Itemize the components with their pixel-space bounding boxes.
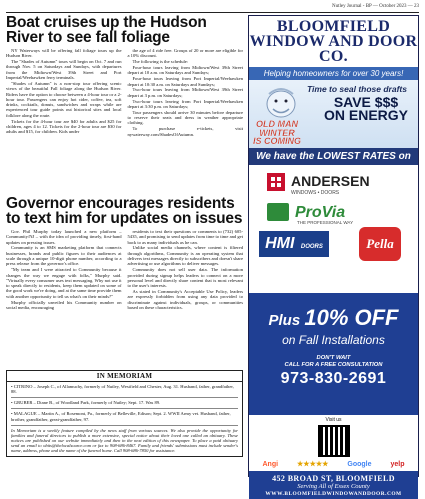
paragraph: Four-hour tours leaving from Port Imperial/Weehawken depart at 10:30 a.m. on Saturdays and Sundays; xyxy=(127,76,243,87)
paragraph: Two-hour tours leaving from Midtown/West 39th Street depart at 3 p.m. on Saturdays; xyxy=(127,87,243,98)
service-area: Serving All of Essex County xyxy=(297,483,370,490)
brand-line-2: WINDOW AND DOOR CO. xyxy=(249,33,418,65)
ad-brand xyxy=(249,16,418,64)
hmi-doors-logo xyxy=(259,231,329,257)
memoriam-list xyxy=(7,382,242,426)
paragraph: To purchase e-tickets, visit nywaterway.com/ShadesOfAutumn. xyxy=(127,126,243,137)
seal-drafts-text: Time to seal those drafts xyxy=(307,84,407,94)
story2-column-1 xyxy=(6,229,122,389)
call-to-action xyxy=(249,355,418,368)
review-logos xyxy=(249,457,418,471)
headline-governor: Governor encourages residents to text him for updates on issues xyxy=(6,195,243,227)
divider xyxy=(11,408,238,409)
header-rule xyxy=(6,12,419,13)
paragraph: Tickets for the 4-hour tour are $40 for adults and $25 for children, ages 4 to 12. Tickets for the 2-hour tour are $30 for adults and $15, for children. Kids under xyxy=(6,118,122,135)
paragraph: Four-hour tours leaving from Midtown/West 39th Street depart at 10 a.m. on Saturdays and Sundays; xyxy=(127,65,243,76)
divider xyxy=(11,397,238,398)
memoriam-title: IN MEMORIAM xyxy=(7,371,242,382)
paragraph: residents to text their questions or comments to (732) 605-5435, and promising to send updates from time to time and get back to as many individuals as he can. xyxy=(127,229,243,245)
street-address: 452 BROAD ST, BLOOMFIELD xyxy=(272,474,395,483)
call-line-1: DON'T WAIT xyxy=(316,355,351,361)
paragraph: The following is the schedule: xyxy=(132,59,189,65)
yelp-logo: yelp xyxy=(390,460,405,468)
memoriam-entry: • MALAGUE – Martin A., of Rosemont, Pa., formerly of Belleville, Edison; Sept. 2. WWII Army vet. Husband, father, brother, grandfather, great-grandfather, 97. xyxy=(11,411,231,422)
paragraph: Two-hour tours leaving from Port Imperial/Weehawken depart at 3:30 p.m. on Saturdays; xyxy=(127,98,243,109)
call-line-2: CALL FOR A FREE CONSULTATION xyxy=(284,361,383,368)
offer-amount: 10% OFF xyxy=(304,305,399,330)
provia-sub: THE PROFESSIONAL WAY xyxy=(297,220,354,225)
provia-logo xyxy=(267,201,397,225)
story1-column-2 xyxy=(128,48,244,138)
paragraph: The "Shades of Autumn" tours will begin on Oct. 7 and run through Nov. 5 on Saturdays and Sundays, with departures from the Midtown/West 39th Street and Port Imperial/Weehawken ferry terminals. xyxy=(6,59,122,81)
phone-number[interactable]: 973-830-2691 xyxy=(280,370,387,387)
brand-logos xyxy=(249,165,418,293)
story-governor-text xyxy=(6,196,243,389)
paragraph: the age of 4 ride free. Groups of 20 or more are eligible for a 10% discount. xyxy=(127,48,243,59)
lowest-rates-banner: We have the LOWEST RATES on xyxy=(249,148,418,165)
save-line-2: ON ENERGY xyxy=(323,107,408,123)
offer-section xyxy=(249,293,418,415)
paragraph: Community does not sell user data. The information provided during signup helps leaders to connect on a more personal level and directly share content that is most relevant to the user's interests. xyxy=(127,267,243,289)
save-energy-text xyxy=(324,96,408,122)
paragraph: Community is an SMS marketing platform that connects businesses, brands and public figures to their audiences at scale through a unique 10-digit phone number, according to a press release from the governor's office. xyxy=(6,245,122,267)
story2-column-2 xyxy=(128,229,244,389)
save-line-1: SAVE $$$ xyxy=(333,94,399,110)
qr-code-icon[interactable] xyxy=(318,425,350,457)
paragraph: "My team and I were attracted to Community because it changes the way we engage with folks," Murphy said. "Virtually every consumer uses text messaging. Why not use it to speak directly to residents, keep them updated on some of the good work we're doing, and at the same time provide them with another opportunity to tell us what's on their minds?" xyxy=(6,267,122,299)
star-rating-icon: ★★★★★ xyxy=(297,461,329,468)
brand-line-1: BLOOMFIELD xyxy=(276,18,391,35)
old-man-winter-icon xyxy=(259,82,303,122)
offer-headline xyxy=(249,305,418,331)
angi-logo: Angi xyxy=(262,460,279,468)
memoriam-entry: • GRUBER – Diane B., of Woodland Park, formerly of Nutley; Sept. 17. Was 89. xyxy=(11,400,161,406)
provia-wordmark: ProVia xyxy=(295,204,346,221)
google-logo: Google xyxy=(347,460,372,468)
offer-prefix: Plus xyxy=(268,312,301,329)
paragraph: Unlike social media channels, where content is filtered through algorithms, Community is an operating system that delivers text messages directly to subscribers and doesn't share advertising or use algorithms to deliver messages. xyxy=(127,245,243,267)
story-boat-cruises xyxy=(6,15,243,208)
andersen-wordmark: ANDERSEN xyxy=(291,173,370,189)
andersen-logo xyxy=(267,171,387,196)
paragraph: Murphy officially unveiled his Community number on social media, encouraging xyxy=(6,299,122,310)
ad-tagline: Helping homeowners for over 30 years! xyxy=(249,67,418,80)
address-block xyxy=(249,471,418,499)
hmi-sub: DOORS xyxy=(300,244,323,250)
headline-boat-cruises: Boat cruises up the Hudson River to see fall foliage xyxy=(6,14,207,46)
divider xyxy=(11,425,238,426)
memoriam-note: In Memoriam is a weekly feature compiled by the news staff from various sources. We also provide the opportunity for families and funeral directors to publish a more extensive, special notice about their loved one called an obituary. These notices are published on our website immediately and then in the next edition of this newspaper. To place a paid obituary send an email to obits@thelocalsource.com or fax to 908-686-8467. Family and friends' submissions must include sender's name, address, phone and the name of the funeral home. Call 908-686-7850 for assistance. xyxy=(11,427,238,454)
in-memoriam-box xyxy=(6,370,243,457)
offer-sub: on Fall Installations xyxy=(282,333,385,347)
story1-column-1 xyxy=(6,48,122,138)
andersen-sub: WINDOWS • DOORS xyxy=(291,190,340,196)
winter-line: OLD MAN xyxy=(256,119,298,129)
paragraph: NY Waterways will be offering fall foliage tours up the Hudson River. xyxy=(6,48,122,59)
visit-us-label: Visit us xyxy=(325,417,342,423)
paragraph: As stated in Community's Acceptable Use Policy, leaders are expressly forbidden from using any data provided to discriminate against individuals, groups, or communities based on these characteristics. xyxy=(127,289,243,310)
bloomfield-window-door-ad xyxy=(248,15,419,497)
memoriam-entry: • CITRINO – Joseph C., of Allamuchy, formerly of Nutley, Westfield and Chester, Aug. 31. Husband, father, grandfather, 88. xyxy=(11,384,234,395)
running-head: Nutley Journal - BP — October 2023 — 23 xyxy=(331,4,419,9)
paragraph: "Shades of Autumn" is a non-stop tour offering scenic views of the beautiful Fall foliage along the Hudson River. Riders have the option to choose between a 4-hour tour or a 2-hour tour. Passengers can enjoy hot cider, coffee, tea, soft drinks, cocktails, donuts, sandwiches and wraps while are experienced tour guide points out historical sites and local folklore along the route. xyxy=(6,80,122,118)
winter-section xyxy=(249,80,418,148)
paragraph: Tour passengers should arrive 30 minutes before departure to reserve their seats and dress in weather appropriate clothing. xyxy=(127,109,243,126)
hmi-wordmark: HMI xyxy=(265,235,295,252)
website-link[interactable]: WWW.BLOOMFIELDWINDOWANDDOOR.COM xyxy=(265,491,402,497)
winter-line: IS COMING xyxy=(253,136,302,146)
winter-line: WINTER xyxy=(259,127,295,138)
old-man-winter-text xyxy=(253,120,301,146)
paragraph: Gov. Phil Murphy today launched a new platform – Community/NJ – with the idea of providing timely, first-hand updates on pressing issues. xyxy=(6,229,122,245)
pella-logo: Pella xyxy=(359,227,401,261)
